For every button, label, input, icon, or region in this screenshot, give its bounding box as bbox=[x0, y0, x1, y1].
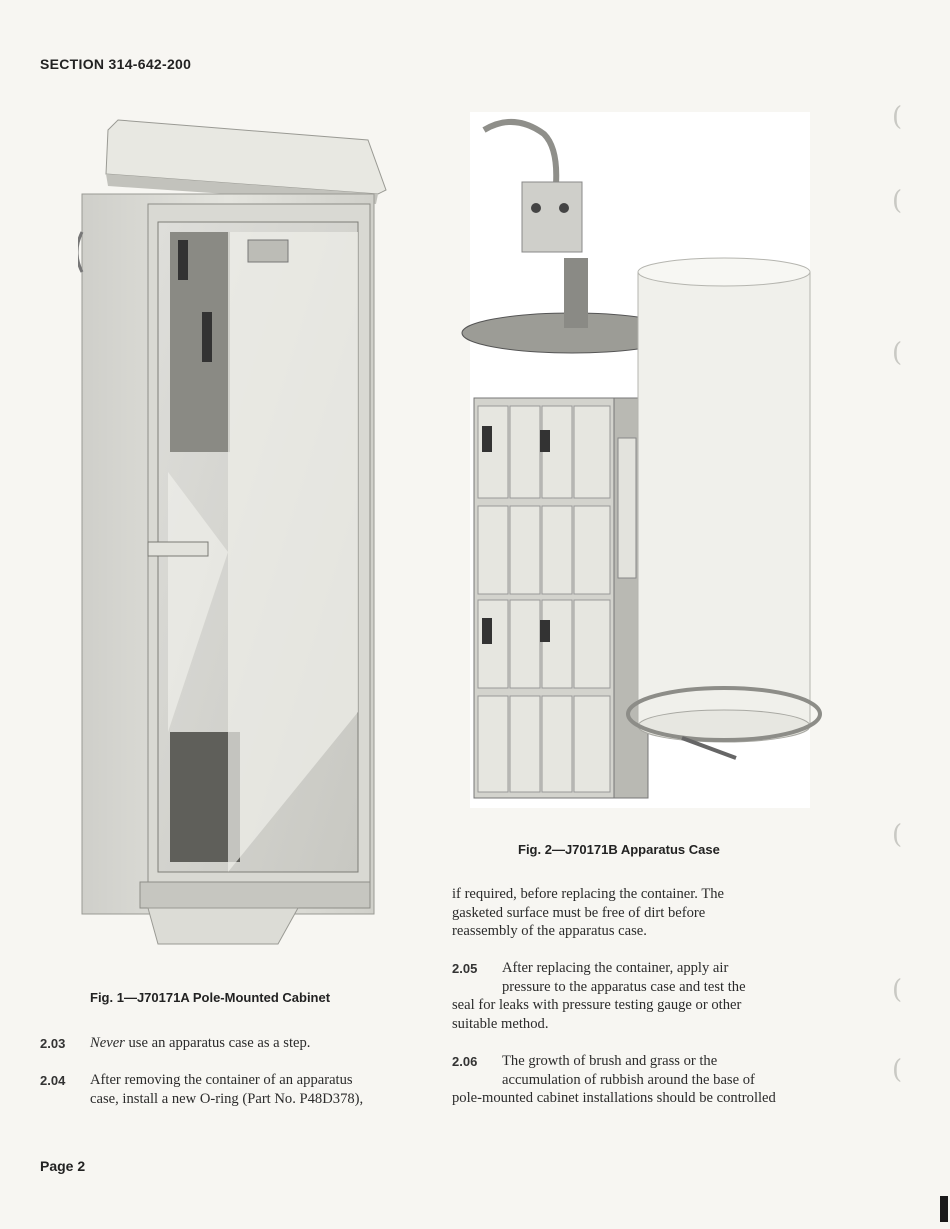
page-edge-mark bbox=[940, 1196, 948, 1222]
paragraph-number: 2.06 bbox=[452, 1054, 478, 1069]
paragraph-number: 2.04 bbox=[40, 1073, 66, 1088]
paragraph-number: 2.05 bbox=[452, 961, 478, 976]
paragraph-line: seal for leaks with pressure testing gauge or other bbox=[452, 997, 742, 1014]
paragraph-line: case, install a new O-ring (Part No. P48D378), bbox=[90, 1090, 364, 1107]
paragraph-2-04-continued bbox=[452, 885, 828, 941]
binder-hole-mark: ( bbox=[892, 186, 903, 216]
emphasis-never: Never bbox=[90, 1035, 125, 1051]
paragraph-line: suitable method. bbox=[452, 1015, 549, 1032]
paragraph-line: accumulation of rubbish around the base of bbox=[502, 1071, 755, 1088]
figure-2-apparatus-case-photo bbox=[452, 108, 828, 810]
paragraph-2-04 bbox=[40, 1071, 416, 1108]
paragraph-line: gasketed surface must be free of dirt before bbox=[452, 904, 706, 921]
section-header: SECTION 314-642-200 bbox=[40, 56, 192, 72]
binder-hole-mark: ( bbox=[892, 338, 903, 368]
page-number: Page 2 bbox=[40, 1158, 86, 1174]
paragraph-line: if required, before replacing the container. The bbox=[452, 886, 725, 902]
paragraph-2-03 bbox=[40, 1034, 412, 1053]
paragraph-2-05 bbox=[452, 959, 828, 1033]
paragraph-line: pole-mounted cabinet installations should be controlled bbox=[452, 1090, 776, 1107]
paragraph-text: use an apparatus case as a step. bbox=[124, 1035, 311, 1051]
figure-2-caption: Fig. 2—J70171B Apparatus Case bbox=[518, 842, 720, 857]
paragraph-number: 2.03 bbox=[40, 1036, 66, 1051]
paragraph-2-06 bbox=[452, 1052, 828, 1108]
binder-hole-mark: ( bbox=[892, 820, 903, 850]
binder-hole-mark: ( bbox=[892, 1055, 903, 1085]
binder-hole-mark: ( bbox=[892, 102, 903, 132]
paragraph-line: pressure to the apparatus case and test the bbox=[502, 978, 746, 995]
paragraph-line: The growth of brush and grass or the bbox=[502, 1053, 718, 1069]
paragraph-line: After removing the container of an apparatus bbox=[90, 1072, 353, 1088]
figure-1-cabinet-photo bbox=[78, 112, 390, 948]
paragraph-line: After replacing the container, apply air bbox=[502, 960, 729, 976]
paragraph-line: reassembly of the apparatus case. bbox=[452, 923, 647, 940]
figure-1-caption: Fig. 1—J70171A Pole-Mounted Cabinet bbox=[90, 990, 331, 1005]
binder-hole-mark: ( bbox=[892, 975, 903, 1005]
